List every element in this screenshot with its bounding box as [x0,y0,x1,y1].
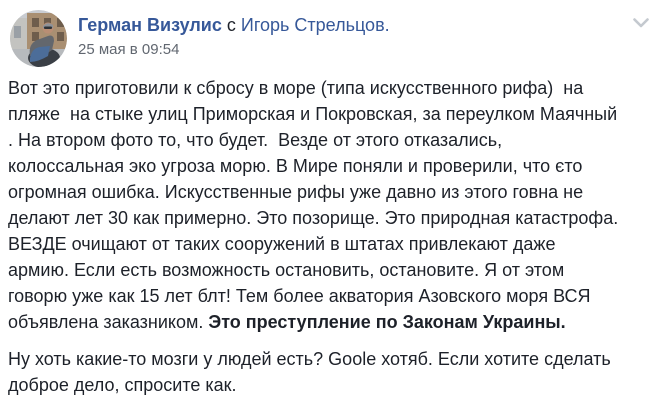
author-avatar[interactable] [10,10,67,67]
post-text-line: пляже на стыке улиц Приморская и Покровская, за переулком Маячный [8,104,618,124]
post-text-line: . На втором фото то, что будет. Везде от этого отказались, [8,130,503,150]
with-connector: с [221,15,241,35]
chevron-down-icon [633,18,649,28]
header-text [78,10,390,61]
post-text-line: объявлена заказником. Это преступление по Законам Украины. [8,312,566,332]
post-text-line: Вот это приготовили к сбросу в море (типа искусственного рифа) на [8,78,584,98]
post-paragraph [8,346,652,398]
post-text-line: армию. Если есть возможность остановить, остановите. Я от этом [8,260,565,280]
post-menu-button[interactable] [630,14,652,32]
post-timestamp[interactable]: 25 мая в 09:54 [78,41,180,58]
post-text-line: Ну хоть какие-то мозги у людей есть? Goole хотяб. Если хотите сделать [8,349,611,369]
post-text-line: делают лет 30 как примерно. Это позорище. Это природная катастрофа. [8,208,619,228]
avatar-photo [10,10,67,67]
tagged-person-link[interactable]: Игорь Стрельцов. [240,15,390,35]
post-body [0,67,660,398]
post-text-line: колоссальная эко угроза морю. В Мире поняли и проверили, что єто [8,156,583,176]
post-text-line: ВЕЗДЕ очищают от таких сооружений в штатах привлекают даже [8,234,556,254]
post-paragraph [8,75,652,335]
post-text-line: доброе дело, спросите как. [8,375,237,395]
post-header [0,0,660,67]
name-line [78,13,390,37]
author-name-link[interactable]: Герман Визулис [78,15,222,35]
post-text-line: говорю уже как 15 лет блт! Тем более акватория Азовского моря ВСЯ [8,286,591,306]
post-text-line: огромная ошибка. Искусственные рифы уже давно из этого говна не [8,182,584,202]
